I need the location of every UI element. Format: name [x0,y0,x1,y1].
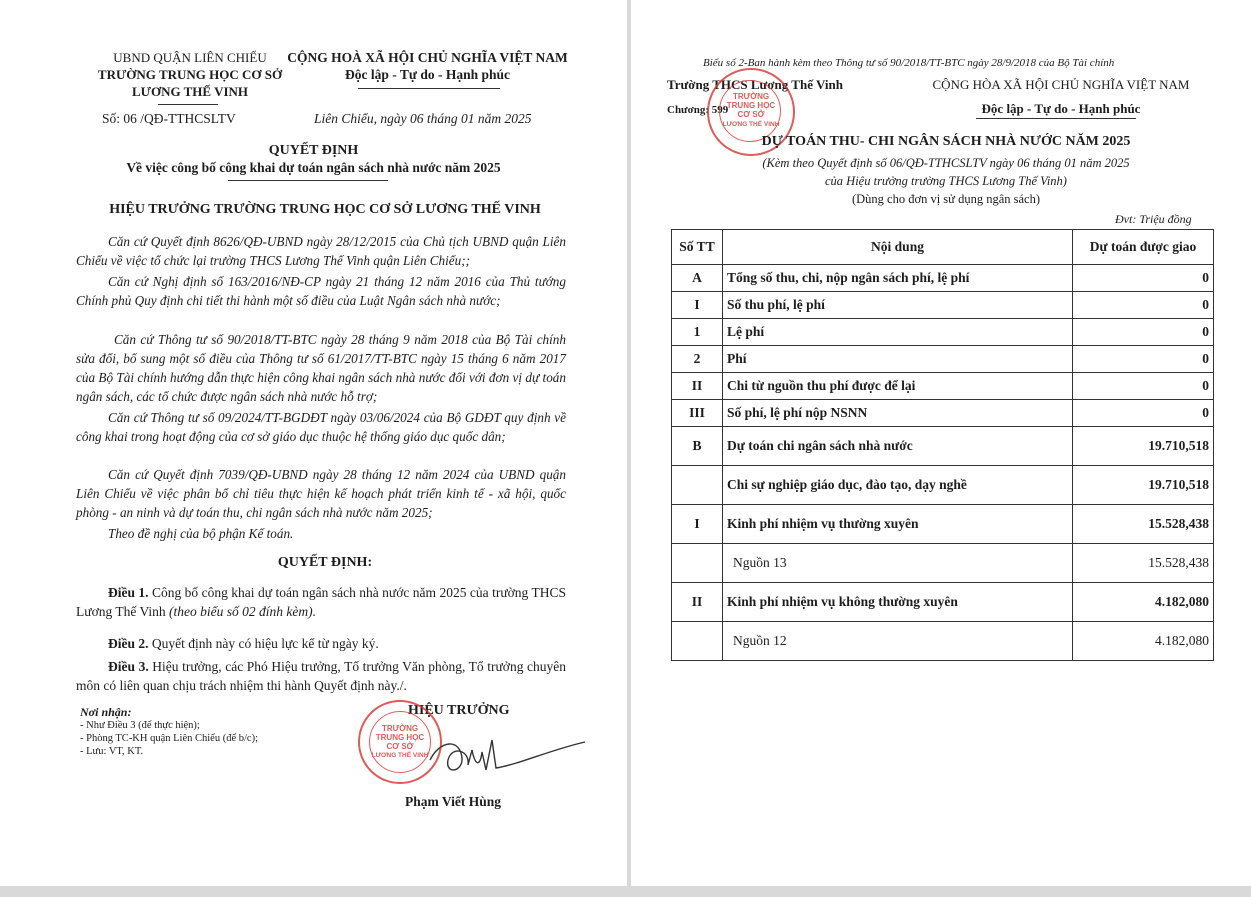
agency-rule [158,104,218,105]
motto-rule-appendix [976,118,1136,119]
chapter-number: Chương: 599 [667,104,729,116]
place-date: Liên Chiểu, ngày 06 tháng 01 năm 2025 [314,111,532,126]
appendix-stamp-line-1: TRƯỜNG [732,92,770,101]
table-row [672,400,1214,427]
row-value: 0 [1073,400,1214,427]
basis-2: Căn cứ Nghị định số 163/2016/NĐ-CP ngày 21 tháng 12 năm 2016 của Thủ tướng Chính phủ Quy định chi tiết thi hành một số điều của Luật Ngân sách nhà nước; [76,274,566,308]
row-content: Dự toán chi ngân sách nhà nước [723,427,1073,466]
table-row [672,265,1214,292]
table-row [672,427,1214,466]
row-value: 4.182,080 [1073,622,1214,661]
appendix-subtitle-2: của Hiệu trưởng trường THCS Lương Thế Vinh) [825,174,1067,188]
row-no: I [672,292,723,319]
decision-number: Số: 06 /QĐ-TTHCSLTV [102,111,236,126]
national-motto-appendix: Độc lập - Tự do - Hạnh phúc [981,101,1141,116]
header-no: Số TT [672,230,723,265]
row-value: 0 [1073,319,1214,346]
national-motto: Độc lập - Tự do - Hạnh phúc [344,67,511,82]
article-1 [76,583,566,621]
row-value: 0 [1073,265,1214,292]
unit-label: Đvt: Triệu đồng [1115,212,1192,226]
table-row [672,466,1214,505]
article-1-label: Điều 1. [108,585,149,600]
row-content: Kinh phí nhiệm vụ thường xuyên [723,505,1073,544]
national-title-appendix: CỘNG HÒA XÃ HỘI CHỦ NGHĨA VIỆT NAM [932,77,1190,92]
stamp-line-3: CƠ SỞ [386,742,414,751]
agency-line-1: UBND QUẬN LIÊN CHIỂU [113,50,267,65]
appendix-stamp-line-3: CƠ SỞ [737,110,765,119]
recipient-2: - Phòng TC-KH quận Liên Chiểu (để b/c); [80,733,258,744]
appendix-subtitle-3: (Dùng cho đơn vị sử dụng ngân sách) [851,192,1040,206]
decision-page [0,0,627,886]
table-row [672,319,1214,346]
row-content: Số thu phí, lệ phí [723,292,1073,319]
basis-3: Căn cứ Thông tư số 90/2018/TT-BTC ngày 28 tháng 9 năm 2018 của Bộ Tài chính sửa đổi, bổ sung một số điều của Thông tư số 61/2017/TT-BTC ngày 15 tháng 6 năm 2017 của Bộ Tài chính hướng dẫn thực hiện công khai ngân sách nhà nước đối với đơn vị dự toán ngân sách, các tổ chức được ngân sách nhà nước hỗ trợ; [76,332,566,404]
national-title: CỘNG HOÀ XÃ HỘI CHỦ NGHĨA VIỆT NAM [287,50,568,65]
table-row [672,346,1214,373]
agency-line-3: LƯƠNG THẾ VINH [131,84,249,99]
signer-name: Phạm Viết Hùng [405,794,502,809]
stamp-line-2: TRUNG HỌC [375,733,425,742]
budget-table [671,229,1214,661]
row-no [672,544,723,583]
form-note: Biểu số 2-Ban hành kèm theo Thông tư số 90/2018/TT-BTC ngày 28/9/2018 của Bộ Tài chính [703,57,1115,69]
article-2 [76,634,566,653]
signer-title: HIỆU TRƯỞNG [408,703,510,718]
table-row [672,505,1214,544]
stamp-line-4: LƯƠNG THẾ VINH [371,752,429,759]
article-3-text: Hiệu trưởng, các Phó Hiệu trưởng, Tổ trưởng Văn phòng, Tổ trưởng chuyên môn có liên quan chịu trách nhiệm thi hành Quyết định này./. [76,659,567,693]
recipients-title: Nơi nhận: [80,705,132,719]
row-content: Chi từ nguồn thu phí được để lại [723,373,1073,400]
basis-5: Căn cứ Quyết định 7039/QĐ-UBND ngày 28 tháng 12 năm 2024 của UBND quận Liên Chiểu về việc phân bổ chỉ tiêu thực hiện kế hoạch phát triển kinh tế - xã hội, quốc phòng - an ninh và dự toán thu, chi ngân sách nhà nước năm 2025; [76,467,566,520]
school-name: Trường THCS Lương Thế Vinh [667,77,843,92]
article-1-text: Công bố công khai dự toán ngân sách nhà nước năm 2025 của trường THCS Lương Thế Vinh [76,585,566,619]
row-no: II [672,373,723,400]
row-content: Phí [723,346,1073,373]
table-row [672,544,1214,583]
appendix-page [631,0,1251,886]
basis-4: Căn cứ Thông tư số 09/2024/TT-BGDĐT ngày 03/06/2024 của Bộ GDĐT quy định về công khai trong hoạt động của cơ sở giáo dục thuộc hệ thống giáo dục quốc dân; [76,410,566,444]
decision-subject: Về việc công bố công khai dự toán ngân sách nhà nước năm 2025 [126,160,501,175]
motto-rule [358,88,500,89]
row-no: I [672,505,723,544]
row-no: III [672,400,723,427]
row-value: 0 [1073,292,1214,319]
recipient-3: - Lưu: VT, KT. [80,746,144,757]
row-value: 0 [1073,346,1214,373]
row-no: 2 [672,346,723,373]
appendix-title: DỰ TOÁN THU- CHI NGÂN SÁCH NHÀ NƯỚC NĂM 2025 [761,134,1131,149]
row-no: II [672,583,723,622]
stamp-line-1: TRƯỜNG [381,724,419,733]
decide-heading: QUYẾT ĐỊNH: [277,555,373,570]
issuing-authority: HIỆU TRƯỞNG TRƯỜNG TRUNG HỌC CƠ SỞ LƯƠNG THẾ VINH [109,202,541,217]
row-value: 4.182,080 [1073,583,1214,622]
recipient-1: - Như Điều 3 (để thực hiện); [80,720,200,731]
row-no [672,622,723,661]
row-value: 19.710,518 [1073,427,1214,466]
row-content: Số phí, lệ phí nộp NSNN [723,400,1073,427]
article-3 [76,657,566,695]
header-content: Nội dung [723,230,1073,265]
appendix-subtitle-1: (Kèm theo Quyết định số 06/QĐ-TTHCSLTV ngày 06 tháng 01 năm 2025 [762,156,1130,170]
appendix-stamp-line-2: TRUNG HỌC [726,101,776,110]
table-header-row [672,230,1214,265]
row-content: Kinh phí nhiệm vụ không thường xuyên [723,583,1073,622]
row-value: 15.528,438 [1073,544,1214,583]
row-value: 19.710,518 [1073,466,1214,505]
row-content: Lệ phí [723,319,1073,346]
row-content: Nguồn 12 [723,622,1073,661]
article-2-text: Quyết định này có hiệu lực kể từ ngày ký. [148,636,379,651]
appendix-stamp-line-4: LƯƠNG THẾ VINH [722,121,780,128]
article-2-label: Điều 2. [108,636,149,651]
row-no [672,466,723,505]
table-row [672,622,1214,661]
row-value: 0 [1073,373,1214,400]
table-row [672,292,1214,319]
decision-title: QUYẾT ĐỊNH [268,143,359,158]
agency-line-2: TRƯỜNG TRUNG HỌC CƠ SỞ [97,67,283,82]
row-content: Nguồn 13 [723,544,1073,583]
row-no: A [672,265,723,292]
row-no: 1 [672,319,723,346]
row-content: Chi sự nghiệp giáo dục, đào tạo, dạy nghề [723,466,1073,505]
row-value: 15.528,438 [1073,505,1214,544]
article-3-label: Điều 3. [108,659,149,674]
basis-6: Theo đề nghị của bộ phận Kế toán. [108,526,294,541]
header-value: Dự toán được giao [1073,230,1214,265]
table-row [672,373,1214,400]
row-content: Tổng số thu, chi, nộp ngân sách phí, lệ phí [723,265,1073,292]
table-row [672,583,1214,622]
subject-rule [228,180,388,181]
article-1-note: (theo biểu số 02 đính kèm). [169,604,316,619]
row-no: B [672,427,723,466]
signature-image [400,720,590,790]
basis-1: Căn cứ Quyết định 8626/QĐ-UBND ngày 28/12/2015 của Chủ tịch UBND quận Liên Chiểu về việc tổ chức lại trường THCS Lương Thế Vinh quận Liên Chiểu;; [76,234,566,268]
